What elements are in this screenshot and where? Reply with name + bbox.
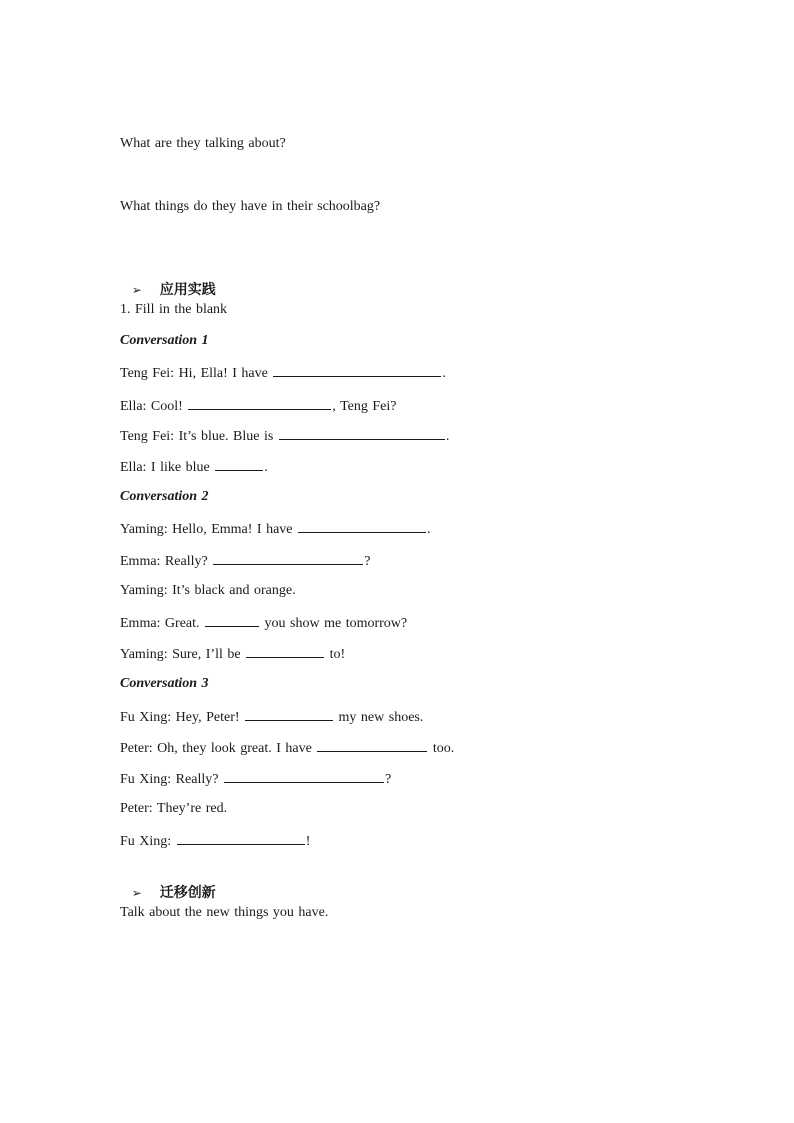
conv2-line-1 xyxy=(120,519,431,539)
blank-field[interactable] xyxy=(205,613,259,627)
intro-question-1: What are they talking about? xyxy=(120,136,286,151)
task-prompt: Talk about the new things you have. xyxy=(120,905,329,920)
dialogue-text: ? xyxy=(364,554,371,569)
conversation-2-heading: Conversation 2 xyxy=(120,489,209,504)
intro-question-2: What things do they have in their schoolbag? xyxy=(120,199,381,214)
conv1-line-1 xyxy=(120,363,446,383)
dialogue-text: Emma: Great. xyxy=(120,616,205,631)
dialogue-text: too. xyxy=(428,741,455,756)
dialogue-text: ? xyxy=(384,772,392,787)
blank-field[interactable] xyxy=(177,831,305,845)
conv3-line-5 xyxy=(120,831,310,851)
section-title: 应用实践 xyxy=(159,282,216,298)
conversation-1-heading: Conversation 1 xyxy=(120,333,209,348)
dialogue-text: ! xyxy=(305,834,311,849)
conv2-line-5 xyxy=(120,644,345,664)
dialogue-text: Yaming: Sure, I’ll be xyxy=(120,647,246,662)
conv1-line-3 xyxy=(120,426,449,446)
dialogue-text: my new shoes. xyxy=(334,710,424,725)
conv1-line-4 xyxy=(120,457,268,477)
section-title: 迁移创新 xyxy=(159,885,216,901)
dialogue-text: you show me tomorrow? xyxy=(260,616,408,631)
blank-field[interactable] xyxy=(213,551,363,565)
blank-field[interactable] xyxy=(245,707,333,721)
dialogue-text: . xyxy=(264,460,268,475)
dialogue-text: Ella: Cool! xyxy=(120,399,188,414)
conv2-line-4 xyxy=(120,613,407,633)
dialogue-text: . xyxy=(427,522,431,537)
conv3-line-4: Peter: They’re red. xyxy=(120,801,228,816)
dialogue-text: Teng Fei: It’s blue. Blue is xyxy=(120,429,278,444)
exercise-title: 1. Fill in the blank xyxy=(120,302,228,317)
conversation-3-heading: Conversation 3 xyxy=(120,676,209,691)
dialogue-text: . xyxy=(445,429,450,444)
dialogue-text: Fu Xing: Really? xyxy=(120,772,223,787)
dialogue-text: Yaming: Hello, Emma! I have xyxy=(120,522,297,537)
blank-field[interactable] xyxy=(279,426,445,440)
conv2-line-3: Yaming: It’s black and orange. xyxy=(120,583,296,598)
dialogue-text: Fu Xing: xyxy=(120,834,176,849)
dialogue-text: Teng Fei: Hi, Ella! I have xyxy=(120,366,273,381)
blank-field[interactable] xyxy=(215,457,263,471)
dialogue-text: Peter: Oh, they look great. I have xyxy=(120,741,317,756)
dialogue-text: Fu Xing: Hey, Peter! xyxy=(120,710,245,725)
dialogue-text: to! xyxy=(325,647,346,662)
arrow-bullet-icon: ➢ xyxy=(131,283,142,297)
blank-field[interactable] xyxy=(317,738,427,752)
conv2-line-2 xyxy=(120,551,370,571)
conv1-line-2 xyxy=(120,396,396,416)
blank-field[interactable] xyxy=(188,396,331,410)
arrow-bullet-icon: ➢ xyxy=(131,886,142,900)
section-heading-transfer xyxy=(120,866,216,902)
blank-field[interactable] xyxy=(273,363,441,377)
dialogue-text: Emma: Really? xyxy=(120,554,213,569)
blank-field[interactable] xyxy=(298,519,426,533)
conv3-line-1 xyxy=(120,707,423,727)
section-heading-practice xyxy=(120,263,216,299)
dialogue-text: . xyxy=(442,366,446,381)
conv3-line-3 xyxy=(120,769,391,789)
dialogue-text: Ella: I like blue xyxy=(120,460,215,475)
dialogue-text: , Teng Fei? xyxy=(332,399,397,414)
conv3-line-2 xyxy=(120,738,454,758)
blank-field[interactable] xyxy=(224,769,384,783)
blank-field[interactable] xyxy=(246,644,324,658)
